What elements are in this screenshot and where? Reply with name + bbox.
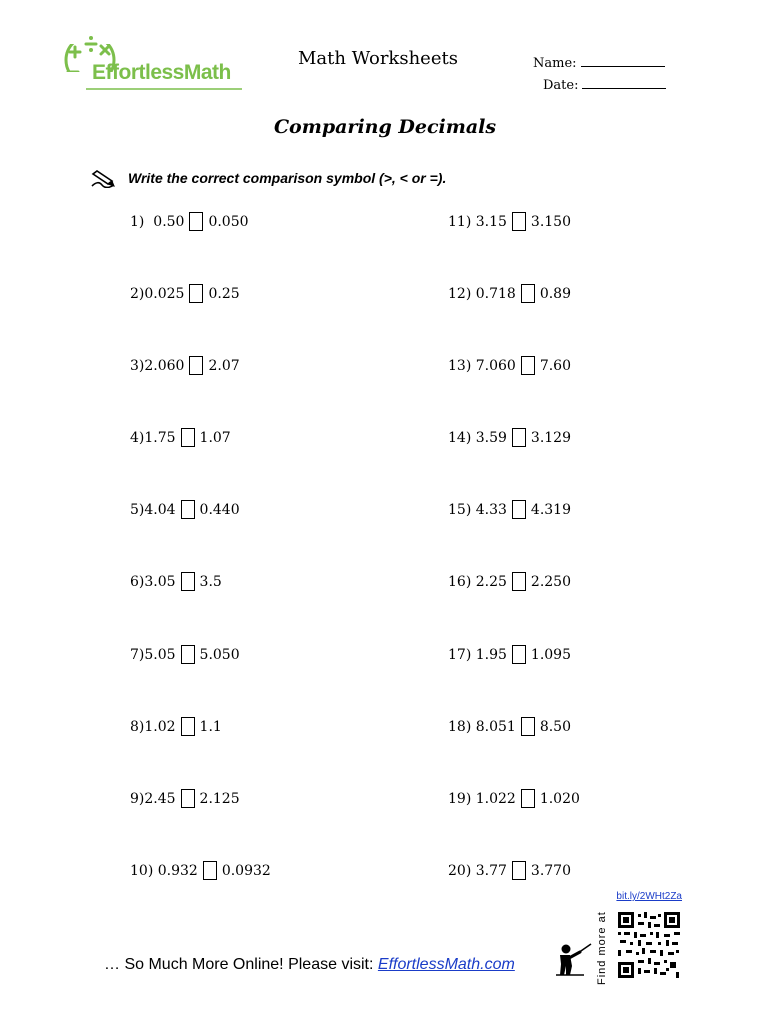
- problem-item: [448, 500, 571, 519]
- value-a: 7.060: [475, 357, 516, 374]
- answer-box[interactable]: [181, 500, 195, 519]
- problem-item: [448, 789, 580, 808]
- problem-number: 16): [448, 573, 472, 590]
- value-b: 5.050: [199, 646, 240, 663]
- problem-item: [130, 212, 249, 231]
- problem-number: 12): [448, 285, 472, 302]
- value-a: 0.718: [475, 285, 516, 302]
- value-b: 3.150: [530, 213, 571, 230]
- value-b: 0.050: [208, 213, 249, 230]
- date-blank: [582, 76, 666, 89]
- problem-item: [448, 212, 571, 231]
- problem-item: [448, 861, 571, 880]
- value-a: 2.25: [475, 573, 507, 590]
- problem-item: [448, 284, 571, 303]
- value-a: 1.022: [475, 790, 516, 807]
- value-b: 3.5: [199, 573, 222, 590]
- problem-item: [130, 645, 240, 664]
- problem-number: 19): [448, 790, 472, 807]
- value-a: 1.02: [144, 718, 176, 735]
- problem-item: [448, 428, 571, 447]
- problem-item: [130, 717, 222, 736]
- problem-number: 20): [448, 862, 472, 879]
- value-a: 1.95: [475, 646, 507, 663]
- value-b: 1.095: [530, 646, 571, 663]
- answer-box[interactable]: [512, 500, 526, 519]
- problem-number: 2): [130, 285, 145, 302]
- value-b: 1.020: [539, 790, 580, 807]
- problem-number: 18): [448, 718, 472, 735]
- problem-item: [130, 284, 240, 303]
- value-a: 4.04: [144, 501, 176, 518]
- answer-box[interactable]: [181, 428, 195, 447]
- problem-number: 1): [130, 213, 145, 230]
- problem-number: 15): [448, 501, 472, 518]
- instruction-text: Write the correct comparison symbol (>, < or =).: [128, 170, 447, 186]
- value-a: 3.15: [475, 213, 507, 230]
- problem-item: [130, 861, 271, 880]
- value-a: 3.05: [144, 573, 176, 590]
- value-b: 0.440: [199, 501, 240, 518]
- qr-code[interactable]: [618, 912, 680, 978]
- answer-box[interactable]: [181, 717, 195, 736]
- problem-number: 17): [448, 646, 472, 663]
- value-a: 2.45: [144, 790, 176, 807]
- answer-box[interactable]: [521, 789, 535, 808]
- problem-number: 14): [448, 429, 472, 446]
- problem-item: [130, 572, 222, 591]
- value-a: 1.75: [144, 429, 176, 446]
- answer-box[interactable]: [203, 861, 217, 880]
- value-b: 0.0932: [221, 862, 271, 879]
- value-a: 3.77: [475, 862, 507, 879]
- name-label: Name:: [533, 56, 577, 71]
- problem-item: [448, 645, 571, 664]
- answer-box[interactable]: [189, 356, 203, 375]
- value-b: 0.25: [208, 285, 240, 302]
- answer-box[interactable]: [521, 284, 535, 303]
- value-a: 0.932: [157, 862, 198, 879]
- answer-box[interactable]: [512, 428, 526, 447]
- value-b: 0.89: [539, 285, 571, 302]
- problem-number: 9): [130, 790, 145, 807]
- answer-box[interactable]: [512, 645, 526, 664]
- value-b: 2.250: [530, 573, 571, 590]
- header-title: Math Worksheets: [298, 48, 458, 69]
- value-a: 8.051: [475, 718, 516, 735]
- logo-underline: [86, 86, 246, 92]
- problem-number: 11): [448, 213, 472, 230]
- answer-box[interactable]: [521, 356, 535, 375]
- footer-text: … So Much More Online! Please visit:: [104, 956, 378, 973]
- answer-box[interactable]: [181, 572, 195, 591]
- footer-promo: [104, 956, 515, 974]
- problem-item: [130, 789, 240, 808]
- problem-number: 3): [130, 357, 145, 374]
- value-b: 1.1: [199, 718, 222, 735]
- worksheet-title: Comparing Decimals: [273, 116, 497, 138]
- answer-box[interactable]: [512, 572, 526, 591]
- answer-box[interactable]: [512, 861, 526, 880]
- value-a: 2.060: [144, 357, 185, 374]
- answer-box[interactable]: [189, 284, 203, 303]
- value-a: 5.05: [144, 646, 176, 663]
- footer-url-link[interactable]: EffortlessMath.com: [377, 956, 515, 973]
- effortlessmath-logo: [64, 32, 244, 92]
- problem-number: 4): [130, 429, 145, 446]
- value-b: 1.07: [199, 429, 231, 446]
- value-a: 3.59: [475, 429, 507, 446]
- problem-number: 8): [130, 718, 145, 735]
- value-b: 3.770: [530, 862, 571, 879]
- value-b: 7.60: [539, 357, 571, 374]
- pencil-writing-icon: [90, 168, 118, 188]
- name-blank: [581, 54, 665, 67]
- value-b: 3.129: [530, 429, 571, 446]
- instruction-row: [90, 168, 446, 188]
- problem-number: 7): [130, 646, 145, 663]
- answer-box[interactable]: [181, 789, 195, 808]
- problem-item: [130, 428, 231, 447]
- find-more-text: Find more at: [596, 911, 608, 985]
- value-a: 0.50: [153, 213, 185, 230]
- date-label: Date:: [543, 78, 579, 93]
- problem-number: 13): [448, 357, 472, 374]
- value-b: 8.50: [539, 718, 571, 735]
- problem-item: [130, 356, 240, 375]
- value-a: 0.025: [144, 285, 185, 302]
- problem-item: [448, 572, 571, 591]
- value-b: 2.07: [208, 357, 240, 374]
- answer-box[interactable]: [512, 212, 526, 231]
- problem-item: [448, 356, 571, 375]
- answer-box[interactable]: [181, 645, 195, 664]
- problem-number: 10): [130, 862, 154, 879]
- logo-wordmark: EffortlessMath: [92, 61, 231, 84]
- value-b: 4.319: [530, 501, 571, 518]
- problem-number: 6): [130, 573, 145, 590]
- teacher-pointing-icon: [556, 942, 592, 976]
- answer-box[interactable]: [189, 212, 203, 231]
- problem-number: 5): [130, 501, 145, 518]
- answer-box[interactable]: [521, 717, 535, 736]
- name-field: [533, 54, 665, 71]
- value-a: 4.33: [475, 501, 507, 518]
- short-link[interactable]: bit.ly/2WHt2Za: [616, 891, 682, 902]
- problem-item: [448, 717, 571, 736]
- date-field: [543, 76, 666, 93]
- value-b: 2.125: [199, 790, 240, 807]
- problem-item: [130, 500, 240, 519]
